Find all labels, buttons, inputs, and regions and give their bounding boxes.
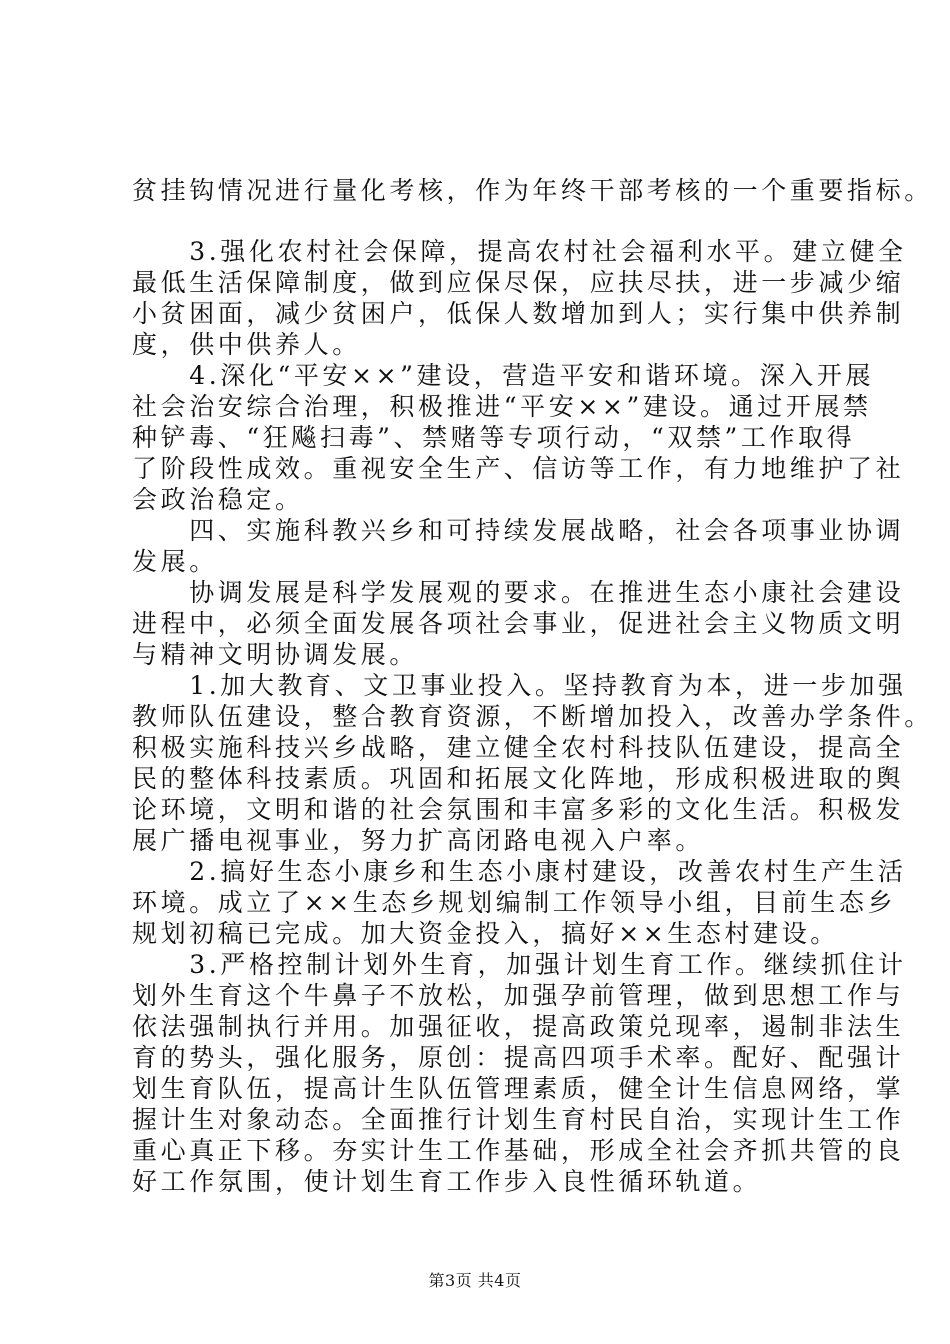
body-line: 环境。成立了××生态乡规划编制工作领导小组，目前生态乡: [132, 888, 897, 917]
body-line: 种铲毒、“狂飚扫毒”、禁赌等专项行动，“双禁”工作取得: [132, 423, 856, 452]
body-line: 社会治安综合治理，积极推进“平安××”建设。通过开展禁: [132, 392, 872, 421]
body-line: 4.深化“平安××”建设，营造平安和谐环境。深入开展: [132, 361, 875, 390]
body-line: 3.强化农村社会保障，提高农村社会福利水平。建立健全: [132, 237, 907, 266]
body-line: 3.严格控制计划外生育，加强计划生育工作。继续抓住计: [132, 950, 907, 979]
body-line: 最低生活保障制度，做到应保尽保，应扶尽扶，进一步减少缩: [132, 268, 905, 297]
body-line: 2.搞好生态小康乡和生态小康村建设，改善农村生产生活: [132, 857, 907, 886]
body-line: 了阶段性成效。重视安全生产、信访等工作，有力地维护了社: [132, 454, 905, 483]
body-line: 划外生育这个牛鼻子不放松，加强孕前管理，做到思想工作与: [132, 981, 905, 1010]
body-line: 握计生对象动态。全面推行计划生育村民自治，实现计生工作: [132, 1105, 905, 1134]
body-line: 与精神文明协调发展。: [132, 640, 419, 669]
page-footer: 第3页 共4页: [428, 1271, 522, 1290]
body-line: 协调发展是科学发展观的要求。在推进生态小康社会建设: [132, 578, 905, 607]
body-line: 贫挂钩情况进行量化考核，作为年终干部考核的一个重要指标。: [132, 176, 933, 205]
body-line: 论环境，文明和谐的社会氛围和丰富多彩的文化生活。积极发: [132, 795, 905, 824]
section-heading-line: 发展。: [132, 547, 218, 576]
body-line: 育的势头，强化服务，原创：提高四项手术率。配好、配强计: [132, 1043, 905, 1072]
body-line: 重心真正下移。夯实计生工作基础，形成全社会齐抓共管的良: [132, 1136, 905, 1165]
body-line: 展广播电视事业，努力扩高闭路电视入户率。: [132, 826, 705, 855]
body-line: 教师队伍建设，整合教育资源，不断增加投入，改善办学条件。: [132, 702, 933, 731]
body-line: 规划初稿已完成。加大资金投入，搞好××生态村建设。: [132, 919, 839, 948]
body-line: 会政治稳定。: [132, 485, 304, 514]
body-line: 积极实施科技兴乡战略，建立健全农村科技队伍建设，提高全: [132, 733, 905, 762]
body-line: 划生育队伍，提高计生队伍管理素质，健全计生信息网络，掌: [132, 1074, 905, 1103]
body-line: 进程中，必须全面发展各项社会事业，促进社会主义物质文明: [132, 609, 905, 638]
body-line: 度，供中供养人。: [132, 330, 361, 359]
body-line: 依法强制执行并用。加强征收，提高政策兑现率，遏制非法生: [132, 1012, 905, 1041]
body-line: 好工作氛围，使计划生育工作步入良性循环轨道。: [132, 1167, 762, 1196]
body-line: 民的整体科技素质。巩固和拓展文化阵地，形成积极进取的舆: [132, 764, 905, 793]
body-line: 小贫困面，减少贫困户，低保人数增加到人；实行集中供养制: [132, 299, 905, 328]
body-line: 1.加大教育、文卫事业投入。坚持教育为本，进一步加强: [132, 671, 907, 700]
section-heading-line: 四、实施科教兴乡和可持续发展战略，社会各项事业协调: [132, 516, 905, 545]
